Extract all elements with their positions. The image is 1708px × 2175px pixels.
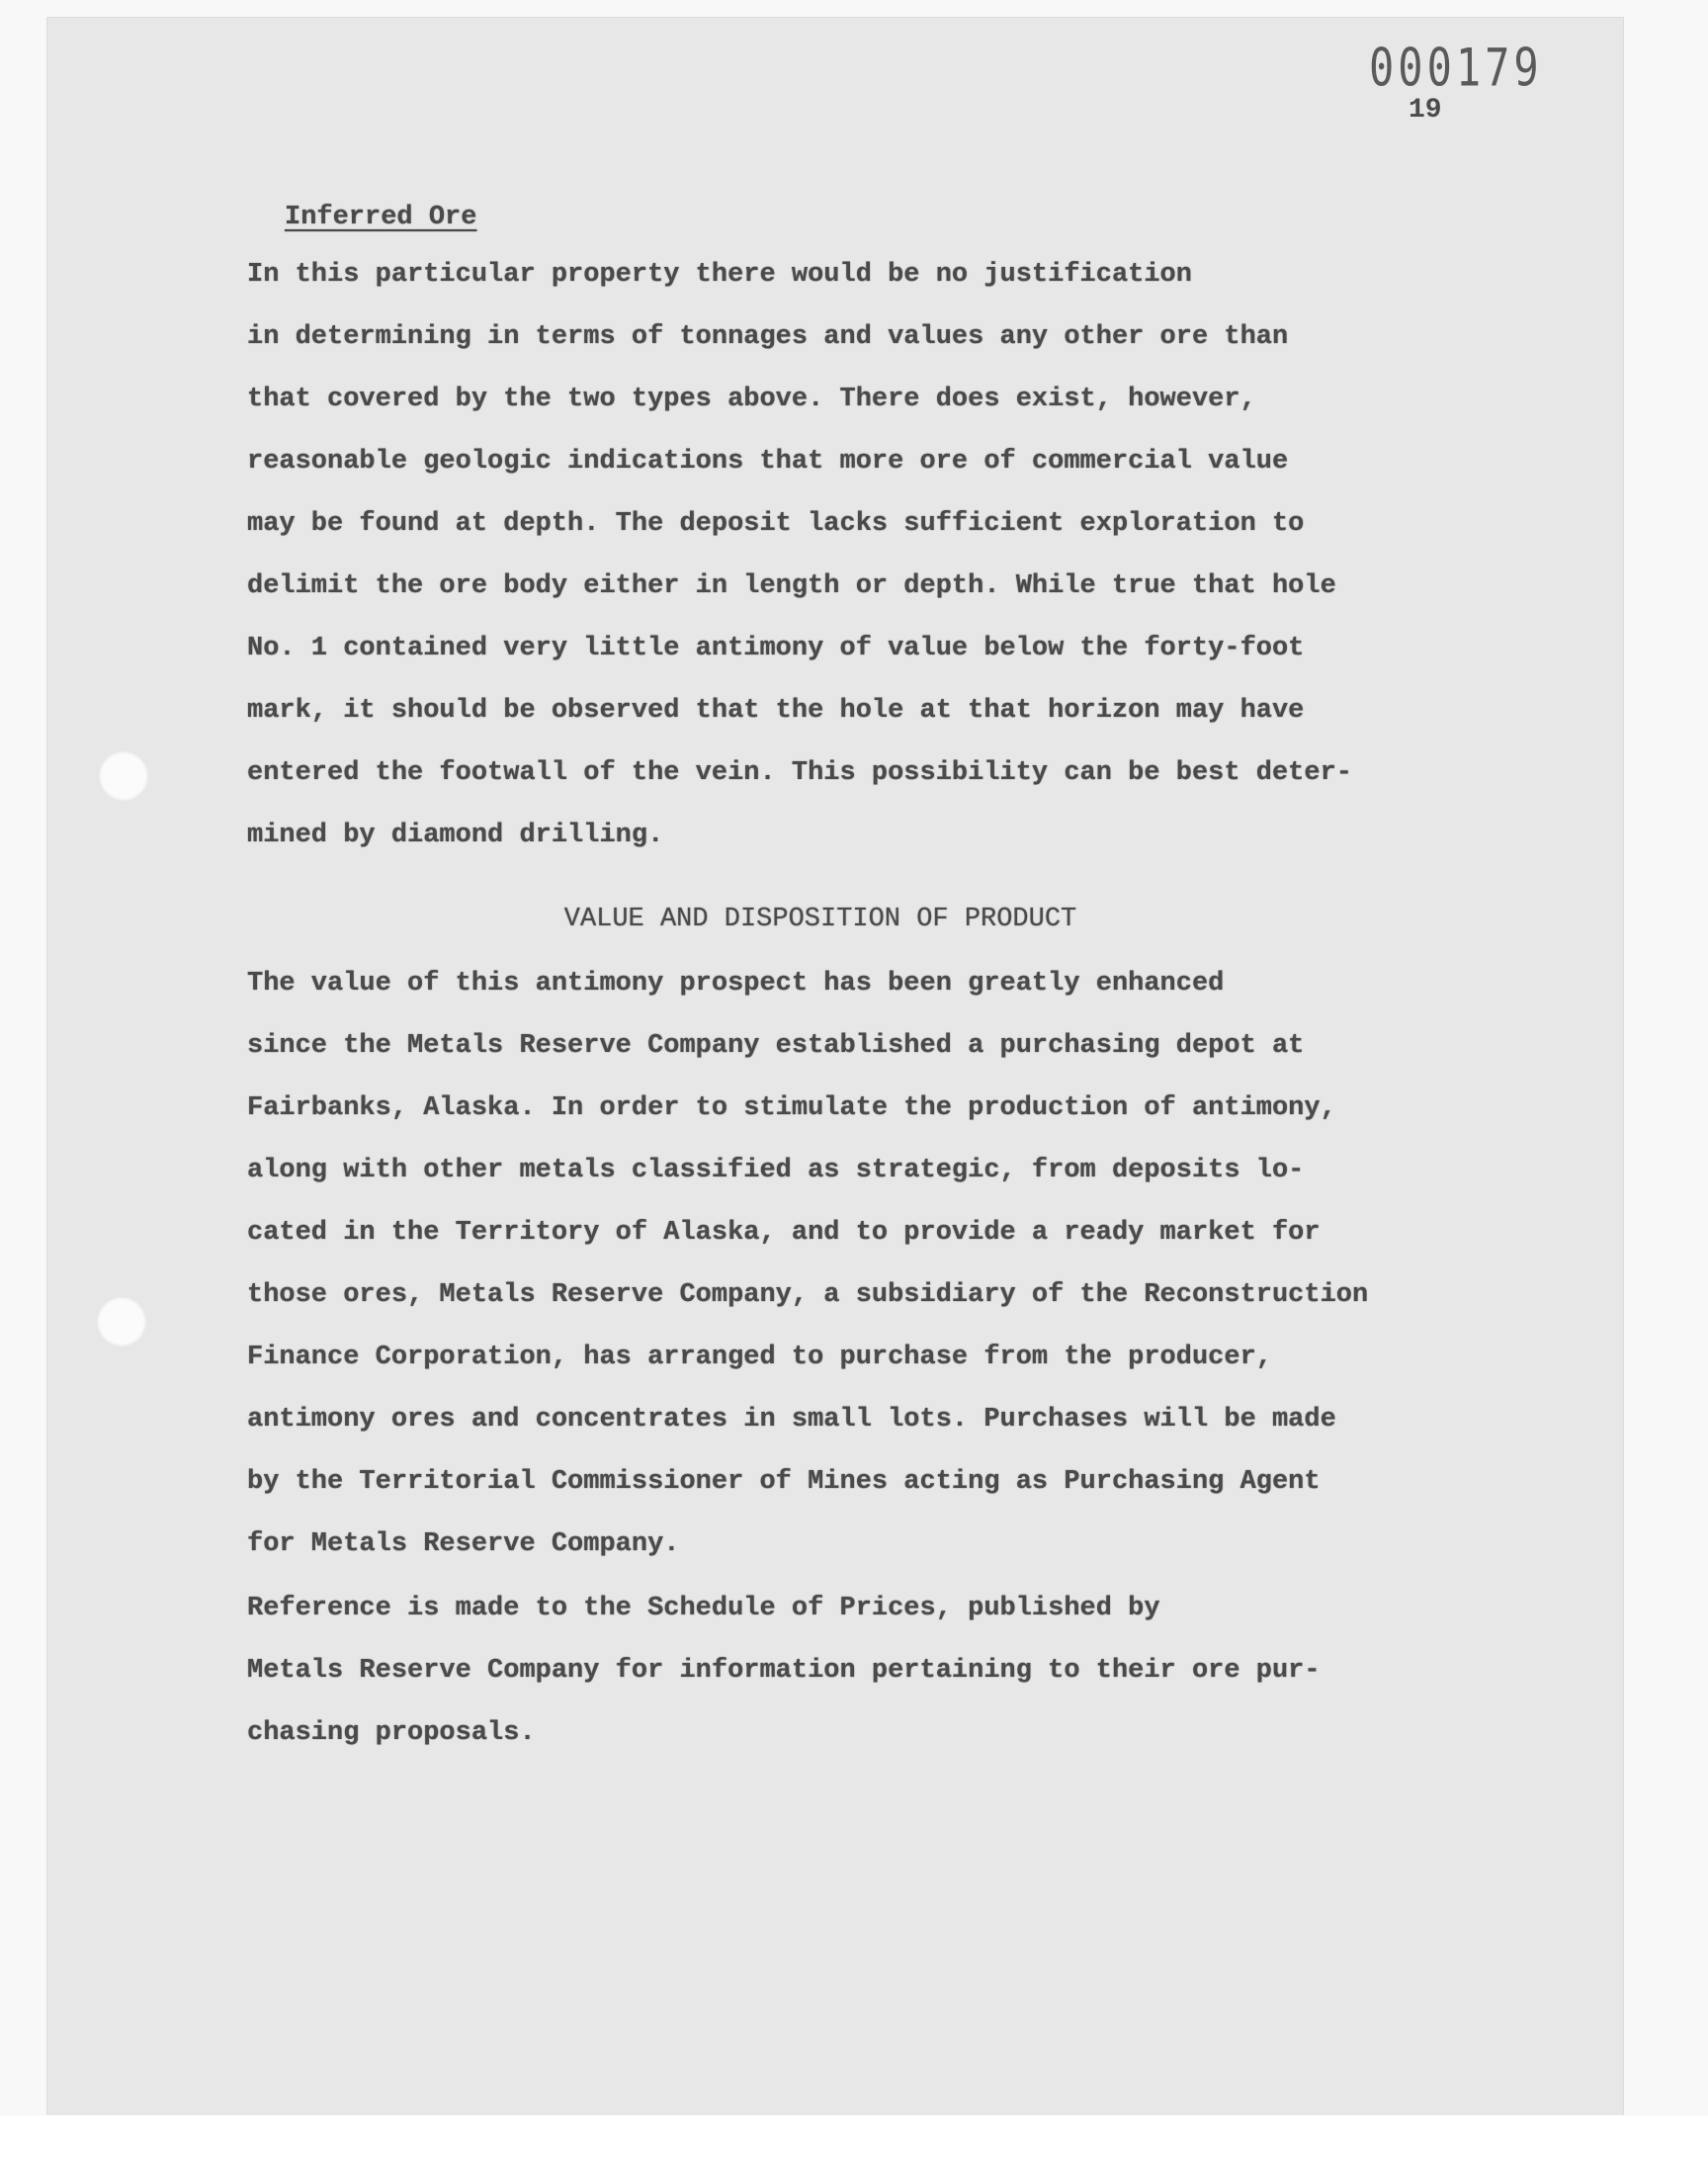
paragraph-inferred-ore: In this particular property there would be no justification in determining in terms of tonnages and values any other ore than that covered by the two types above. There does exist, however, reasonable geologic indications that more ore of commercial value may be found at depth. The deposit lacks sufficient exploration to delimit the ore body either in length or depth. While true that hole No. 1 contained very little antimony of value below the forty-foot mark, it should be observed that the hole at that horizon may have entered the footwall of the vein. This possibility can be best deter- mined by diamond drilling. xyxy=(247,260,1352,850)
punch-hole xyxy=(99,751,148,801)
section-heading-value-disposition: VALUE AND DISPOSITION OF PRODUCT xyxy=(563,905,1077,934)
page-number: 19 xyxy=(1409,95,1442,126)
paragraph-reference: Reference is made to the Schedule of Prices, published by Metals Reserve Company for information pertaining to their ore pur- chasing proposals. xyxy=(247,1594,1321,1748)
typewritten-body xyxy=(247,203,1433,1765)
section-heading-inferred-ore: Inferred Ore xyxy=(285,203,477,232)
paragraph-value: The value of this antimony prospect has been greatly enhanced since the Metals Reserve Company established a purchasing depot at Fairbanks, Alaska. In order to stimulate the production of antimony, along with other metals classified as strategic, from deposits lo- cated in the Territory of Alaska, and to provide a ready market for those ores, Metals Reserve Company, a subsidiary of the Reconstruction Finance Corporation, has arranged to purchase from the producer, antimony ores and concentrates in small lots. Purchases will be made by the Territorial Commissioner of Mines acting as Purchasing Agent for Metals Reserve Company. xyxy=(247,969,1369,1559)
scan-margin xyxy=(0,2116,1708,2175)
punch-hole xyxy=(97,1297,146,1347)
archive-stamp-number: 000179 xyxy=(1369,37,1543,99)
